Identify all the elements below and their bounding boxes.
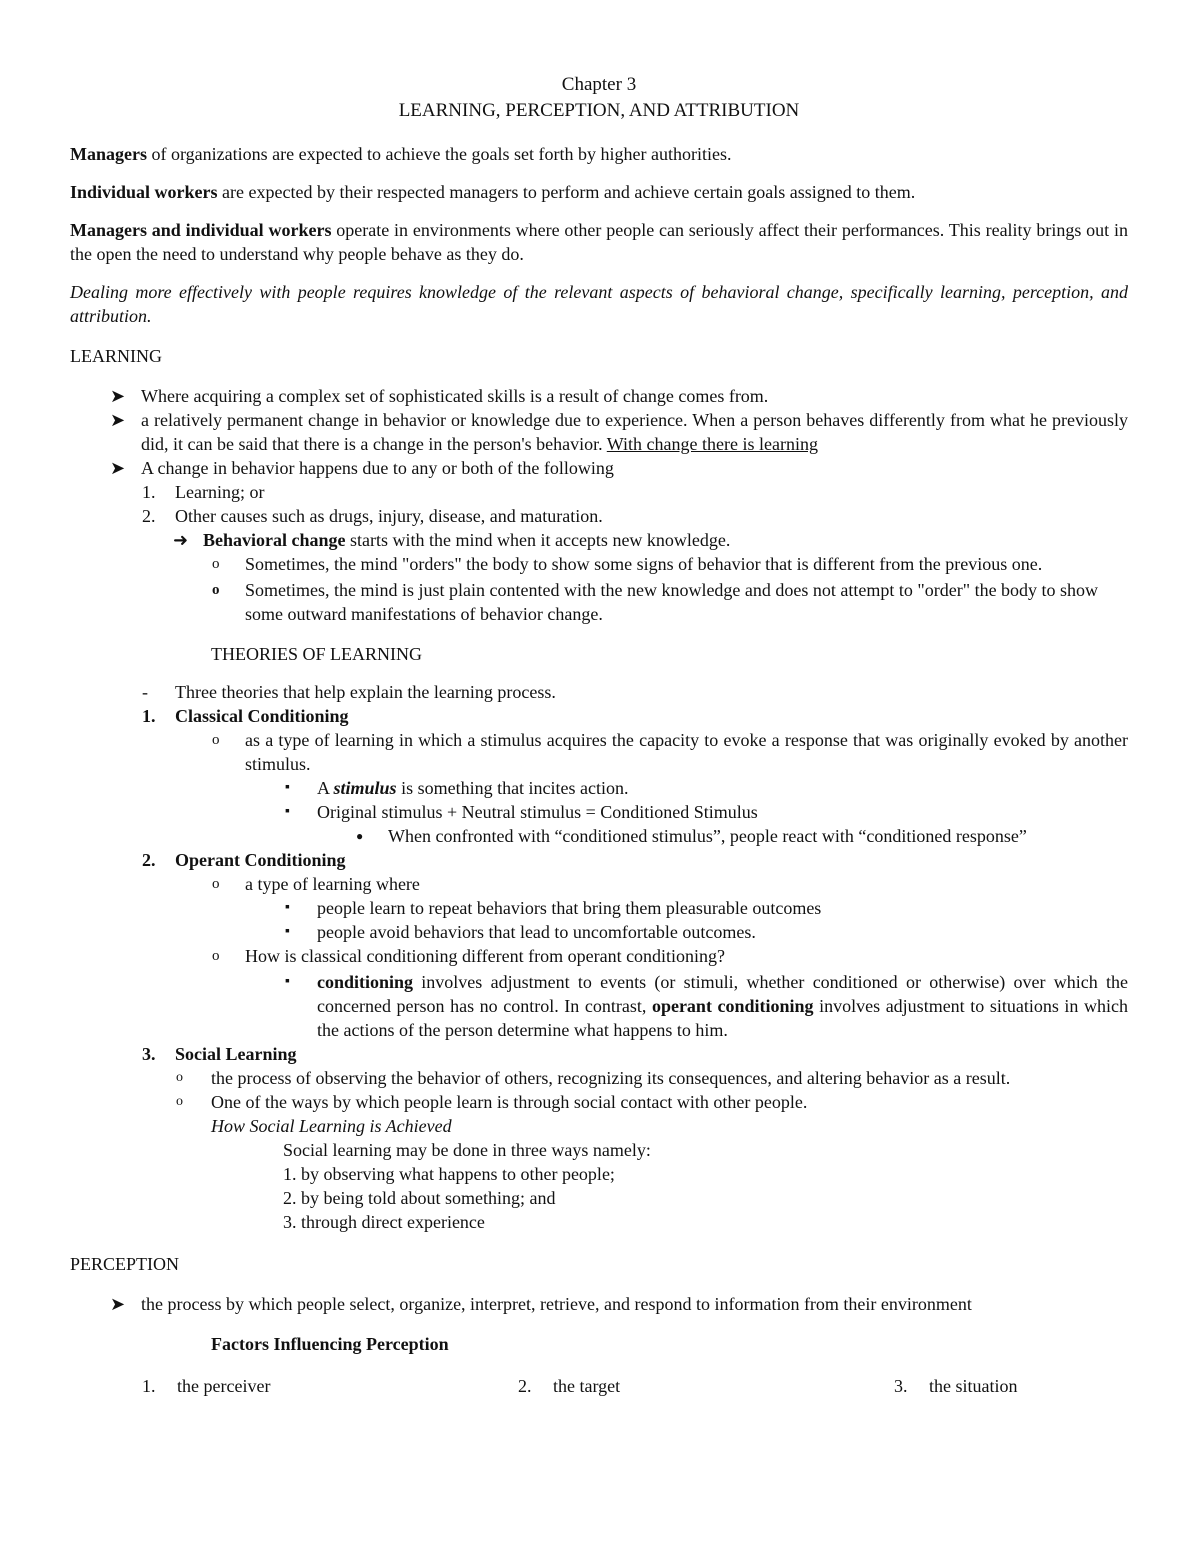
arrowhead-bullet-icon: ➤ (110, 410, 126, 430)
circle-bullet-icon: o (212, 948, 220, 964)
theory-3-title: 3. Social Learning (142, 1044, 297, 1064)
theory-3-point-2: o One of the ways by which people learn is through social contact with other people. (176, 1092, 808, 1112)
theory-3-way-1: 1. by observing what happens to other people; (283, 1164, 615, 1184)
theory-1-definition: o as a type of learning in which a stimulus acquires the capacity to evoke a response that was originally evoked by another stimulus. (212, 730, 1128, 774)
learning-bullet-3: ➤ A change in behavior happens due to any or both of the following (110, 458, 614, 478)
square-bullet-icon: ▪ (285, 900, 290, 915)
theory-2-point-2: ▪ people avoid behaviors that lead to uncomfortable outcomes. (285, 922, 756, 942)
theories-intro: - Three theories that help explain the learning process. (142, 682, 556, 702)
circle-bullet-icon: o (176, 1070, 183, 1085)
document-page (70, 72, 1128, 1398)
circle-bullet-icon: o (212, 556, 220, 572)
circle-bullet-icon: o (212, 582, 220, 598)
theory-3-way-2: 2. by being told about something; and (283, 1188, 556, 1208)
dot-bullet-icon: ● (356, 829, 364, 843)
intro-term-both: Managers and individual workers (70, 220, 332, 240)
theory-2-answer: ▪ conditioning involves adjustment to events (or stimuli, whether conditioned or otherwise) over which the concerned person has no control. In contrast, operant conditioning involves adjustment to situations in which the actions of the person determine what happens to him. (285, 972, 1128, 1040)
learning-cause-2: 2. Other causes such as drugs, injury, disease, and maturation. (142, 506, 603, 526)
theory-3-point-1: o the process of observing the behavior of others, recognizing its consequences, and altering behavior as a result. (176, 1068, 1011, 1088)
square-bullet-icon: ▪ (285, 804, 290, 819)
intro-paragraph-1: Managers of organizations are expected to achieve the goals set forth by higher authorities. (70, 144, 732, 164)
section-heading-perception: PERCEPTION (70, 1254, 180, 1274)
perception-definition: ➤ the process by which people select, organize, interpret, retrieve, and respond to information from their environment (110, 1294, 972, 1314)
theory-2-point-1: ▪ people learn to repeat behaviors that bring them pleasurable outcomes (285, 898, 822, 918)
factors-list: 1. the perceiver 2. the target 3. the situation (142, 1376, 1018, 1396)
square-bullet-icon: ▪ (285, 974, 290, 989)
learning-bullet-1: ➤ Where acquiring a complex set of sophisticated skills is a result of change comes from. (110, 386, 769, 406)
section-heading-theories: THEORIES OF LEARNING (211, 644, 422, 664)
factors-heading: Factors Influencing Perception (211, 1334, 449, 1354)
square-bullet-icon: ▪ (285, 924, 290, 939)
arrowhead-bullet-icon: ➤ (110, 1294, 126, 1314)
theory-2-title: 2. Operant Conditioning (142, 850, 346, 870)
intro-term-workers: Individual workers (70, 182, 218, 202)
theory-2-question: o How is classical conditioning different from operant conditioning? (212, 946, 726, 966)
section-heading-learning: LEARNING (70, 346, 162, 366)
theory-1-stimulus: ▪ A stimulus is something that incites action. (285, 778, 629, 798)
theory-3-how-heading: How Social Learning is Achieved (211, 1116, 452, 1136)
circle-bullet-icon: o (176, 1094, 183, 1109)
circle-bullet-icon: o (212, 732, 220, 748)
intro-paragraph-3: Managers and individual workers operate in environments where other people can seriously affect their performances. This reality brings out in the open the need to understand why people behave as they do. (70, 220, 1128, 264)
learning-bullet-2: ➤ a relatively permanent change in behavior or knowledge due to experience. When a person behaves differently from what he previously did, it can be said that there is a change in the person's behavior. With change there is learning (110, 410, 1128, 454)
theory-1-response: ● When confronted with “conditioned stimulus”, people react with “conditioned response” (356, 826, 1027, 846)
behavioral-change-item: ➜ Behavioral change starts with the mind when it accepts new knowledge. (173, 530, 731, 550)
intro-term-managers: Managers (70, 144, 147, 164)
theory-3-ways-intro: Social learning may be done in three ways namely: (283, 1140, 651, 1160)
behavioral-change-sub-2: o Sometimes, the mind is just plain contented with the new knowledge and does not attempt to "order" the body to show some outward manifestations of behavior change. (212, 580, 1099, 624)
theory-2-definition: o a type of learning where (212, 874, 420, 894)
arrowhead-bullet-icon: ➤ (110, 458, 126, 478)
intro-paragraph-4: Dealing more effectively with people requires knowledge of the relevant aspects of behavioral change, specifically learning, perception, and attribution. (70, 282, 1128, 326)
arrowhead-bullet-icon: ➤ (110, 386, 126, 406)
theory-1-formula: ▪ Original stimulus + Neutral stimulus = Conditioned Stimulus (285, 802, 758, 822)
intro-paragraph-2: Individual workers are expected by their respected managers to perform and achieve certain goals assigned to them. (70, 182, 916, 202)
chapter-title: LEARNING, PERCEPTION, AND ATTRIBUTION (398, 100, 800, 121)
chapter-number: Chapter 3 (561, 74, 637, 95)
circle-bullet-icon: o (212, 876, 220, 892)
dash-bullet-icon: - (142, 682, 148, 702)
square-bullet-icon: ▪ (285, 780, 290, 795)
theory-1-title: 1. Classical Conditioning (142, 706, 349, 726)
right-arrow-icon: ➜ (173, 530, 189, 550)
learning-cause-1: 1. Learning; or (142, 482, 265, 502)
behavioral-change-sub-1: o Sometimes, the mind "orders" the body to show some signs of behavior that is different from the previous one. (212, 554, 1043, 574)
learning-key-phrase: With change there is learning (606, 434, 818, 454)
theory-3-way-3: 3. through direct experience (283, 1212, 485, 1232)
